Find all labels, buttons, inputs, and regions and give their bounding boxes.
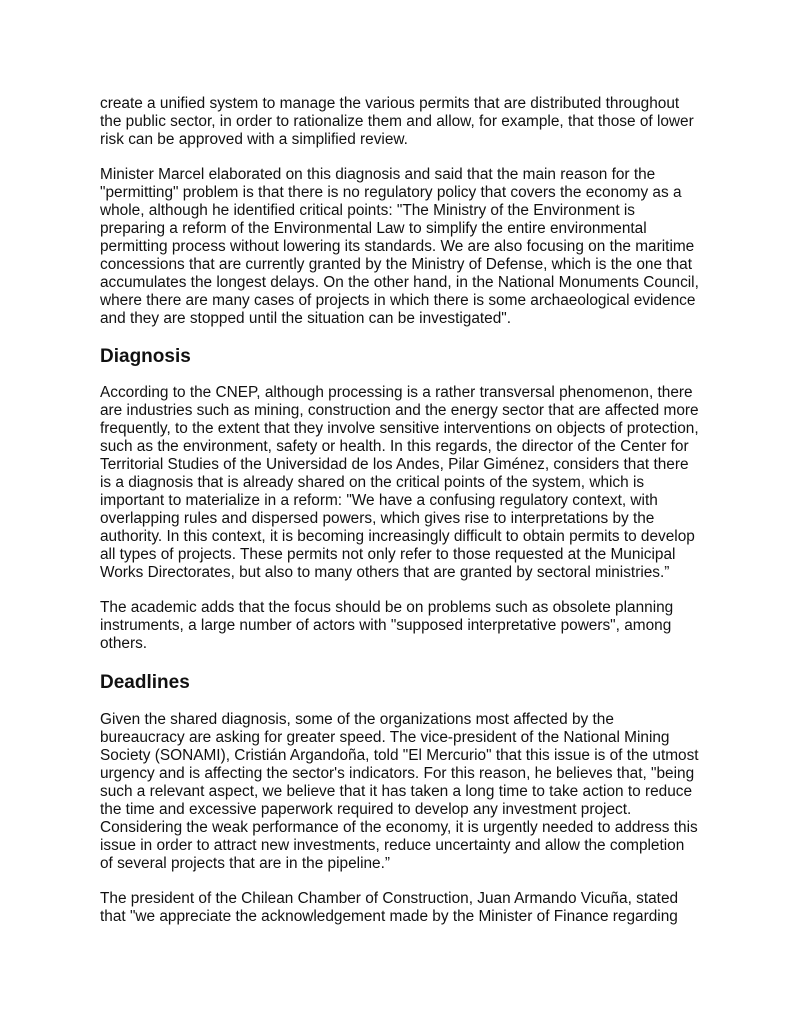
text-line: important to materialize in a reform: "We have a confusing regulatory context, with: [100, 492, 658, 509]
text-line: and they are stopped until the situation can be investigated".: [100, 310, 512, 327]
text-line: the public sector, in order to rationalize them and allow, for example, that those of lower: [100, 113, 694, 130]
text-line: authority. In this context, it is becoming increasingly difficult to obtain permits to develop: [100, 528, 695, 545]
text-line: that "we appreciate the acknowledgement made by the Minister of Finance regarding: [100, 908, 678, 925]
text-line: According to the CNEP, although processing is a rather transversal phenomenon, there: [100, 384, 693, 401]
text-line: whole, although he identified critical points: "The Ministry of the Environment is: [100, 202, 635, 219]
text-line: are industries such as mining, construction and the energy sector that are affected more: [100, 402, 699, 419]
text-line: preparing a reform of the Environmental Law to simplify the entire environmental: [100, 220, 647, 237]
text-line: bureaucracy are asking for greater speed. The vice-president of the National Mining: [100, 729, 670, 746]
text-line: issue in order to attract new investments, reduce uncertainty and allow the completion: [100, 837, 685, 854]
text-line: risk can be approved with a simplified review.: [100, 131, 408, 148]
text-line: others.: [100, 635, 148, 652]
text-line: frequently, to the extent that they involve sensitive interventions on objects of protection,: [100, 420, 699, 437]
text-line: overlapping rules and dispersed powers, which gives rise to interpretations by the: [100, 510, 655, 527]
text-line: "permitting" problem is that there is no regulatory policy that covers the economy as a: [100, 184, 682, 201]
text-line: Territorial Studies of the Universidad de los Andes, Pilar Giménez, considers that there: [100, 456, 689, 473]
text-line: Minister Marcel elaborated on this diagnosis and said that the main reason for the: [100, 166, 656, 183]
text-line: concessions that are currently granted by the Ministry of Defense, which is the one that: [100, 256, 692, 273]
text-line: permitting process without lowering its standards. We are also focusing on the maritime: [100, 238, 695, 255]
paragraph-academic: [100, 599, 673, 653]
paragraph-sonami: [100, 711, 699, 873]
paragraph-minister-marcel: [100, 166, 699, 328]
text-line: such a relevant aspect, we believe that it has taken a long time to take action to reduce: [100, 783, 693, 800]
text-line: where there are many cases of projects in which there is some archaeological evidence: [100, 292, 696, 309]
text-line: is a diagnosis that is already shared on the critical points of the system, which is: [100, 474, 645, 491]
text-line: Given the shared diagnosis, some of the organizations most affected by the: [100, 711, 614, 728]
text-line: The president of the Chilean Chamber of Construction, Juan Armando Vicuña, stated: [100, 890, 679, 907]
text-line: accumulates the longest delays. On the other hand, in the National Monuments Council,: [100, 274, 699, 291]
text-line: Considering the weak performance of the economy, it is urgently needed to address this: [100, 819, 698, 836]
paragraph-unified-system: [100, 95, 694, 149]
text-line: all types of projects. These permits not only refer to those requested at the Municipal: [100, 546, 676, 563]
text-line: Society (SONAMI), Cristián Argandoña, told "El Mercurio" that this issue is of the utmost: [100, 747, 699, 764]
text-line: create a unified system to manage the various permits that are distributed throughout: [100, 95, 680, 112]
text-line: The academic adds that the focus should be on problems such as obsolete planning: [100, 599, 674, 616]
paragraph-cnep: [100, 384, 699, 582]
text-line: Works Directorates, but also to many others that are granted by sectoral ministries.”: [100, 564, 670, 581]
paragraph-chamber-construction: [100, 890, 678, 926]
text-line: of several projects that are in the pipeline.”: [100, 855, 391, 872]
text-line: the time and excessive paperwork required to develop any investment project.: [100, 801, 632, 818]
text-line: such as the environment, safety or health. In this regards, the director of the Center for: [100, 438, 689, 455]
text-line: urgency and is affecting the sector's indicators. For this reason, he believes that, "being: [100, 765, 695, 782]
text-line: instruments, a large number of actors with "supposed interpretative powers", among: [100, 617, 672, 634]
heading-deadlines: Deadlines: [100, 672, 190, 693]
heading-diagnosis: Diagnosis: [100, 346, 191, 367]
